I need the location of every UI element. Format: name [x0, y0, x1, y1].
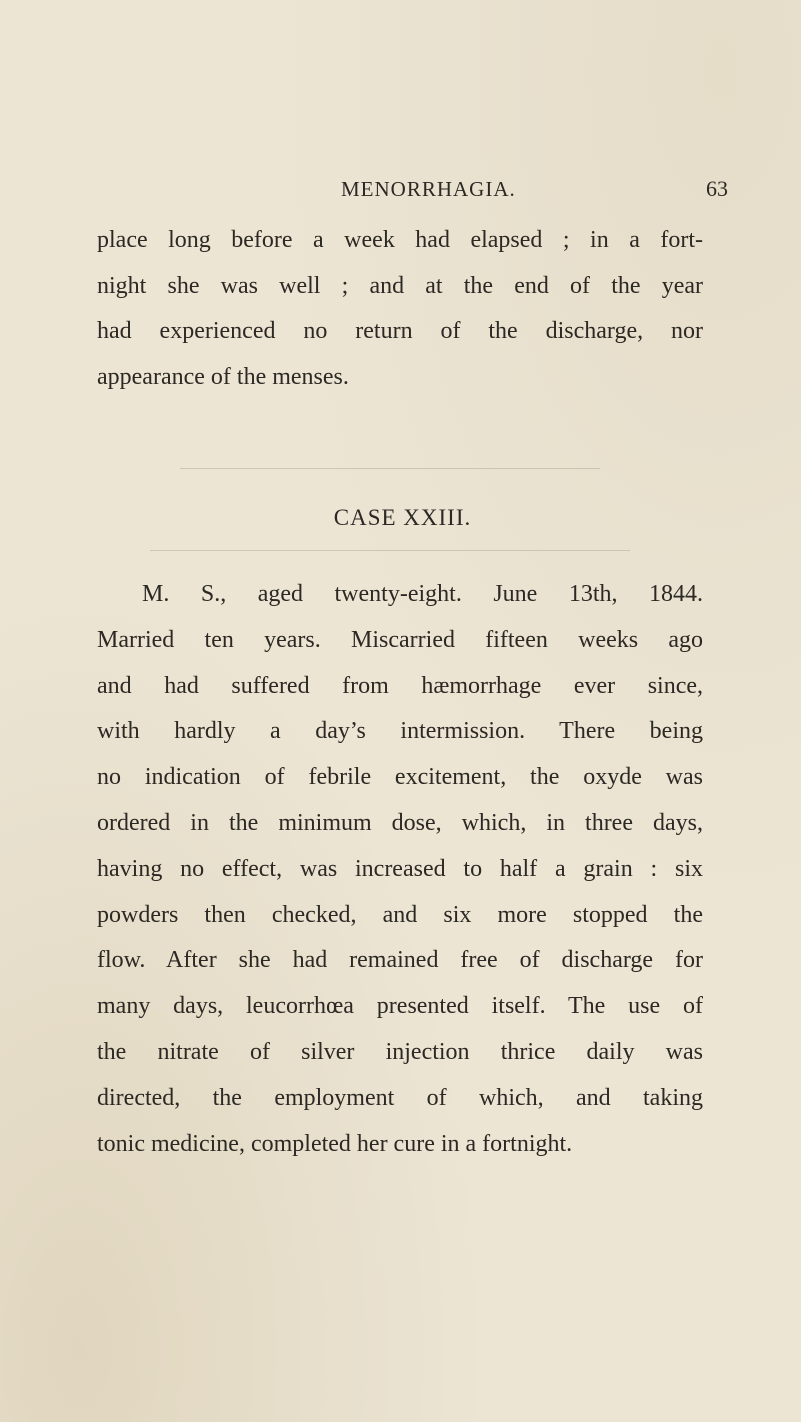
page-number: 63 — [706, 176, 728, 201]
text-line: Married ten years. Miscarried fifteen weeks ago — [97, 626, 703, 653]
text-line: with hardly a day’s intermission. There being — [97, 718, 703, 745]
text-line: flow. After she had remained free of discharge for — [97, 947, 703, 974]
text-line: appearance of the menses. — [97, 364, 349, 391]
text-line: ordered in the minimum dose, which, in three days, — [97, 809, 703, 836]
text-line: having no effect, was increased to half a grain : six — [97, 855, 703, 882]
text-line: M. S., aged twenty-eight. June 13th, 1844. — [142, 581, 703, 607]
text-line: directed, the employment of which, and taking — [97, 1084, 703, 1111]
text-line: and had suffered from hæmorrhage ever since, — [97, 672, 703, 699]
text-line: no indication of febrile excitement, the oxyde was — [97, 764, 703, 791]
case-heading: CASE XXIII. — [333, 505, 472, 530]
text-line: place long before a week had elapsed ; in a fort- — [97, 227, 703, 253]
offset-mark — [150, 550, 630, 551]
text-line: powders then checked, and six more stopped the — [97, 901, 703, 928]
text-line: the nitrate of silver injection thrice daily was — [97, 1038, 703, 1065]
text-line: night she was well ; and at the end of the year — [97, 272, 703, 299]
text-line: had experienced no return of the discharge, nor — [97, 318, 703, 345]
text-line: many days, leucorrhœa presented itself. The use of — [97, 993, 703, 1020]
page-header — [0, 174, 801, 204]
running-head: MENORRHAGIA. — [341, 177, 516, 201]
paragraph-continuation — [97, 218, 703, 401]
offset-mark — [180, 468, 600, 469]
text-line: tonic medicine, completed her cure in a fortnight. — [97, 1130, 573, 1157]
case-paragraph — [97, 572, 703, 1167]
